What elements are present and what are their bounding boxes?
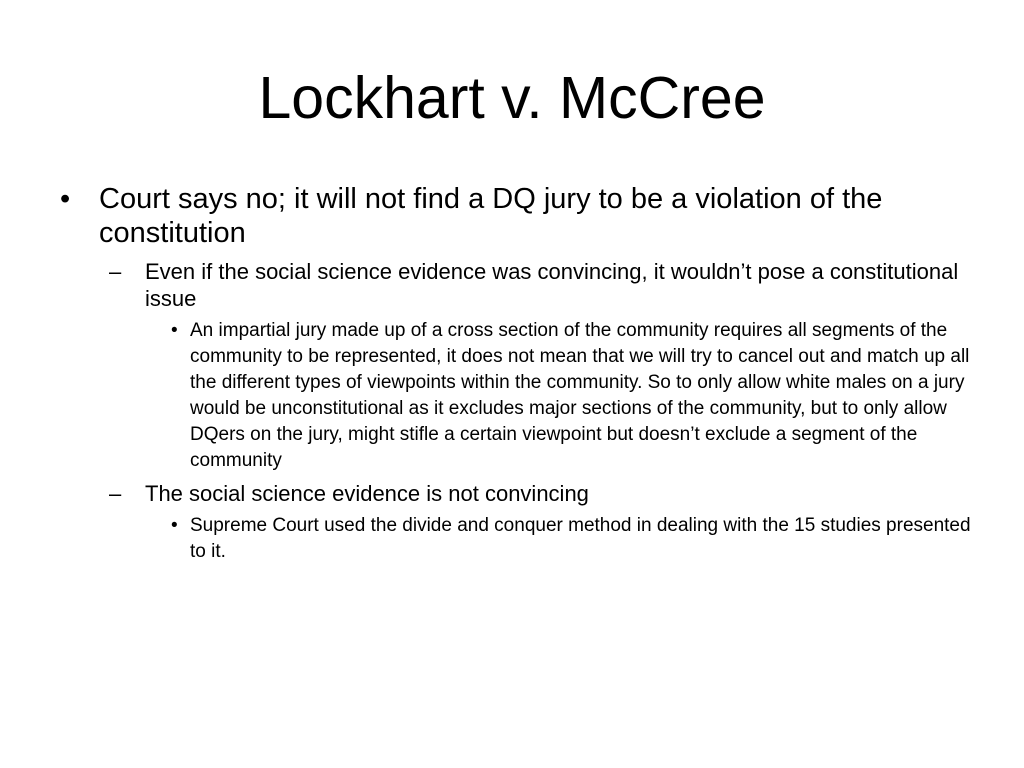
bullet-level3 bbox=[166, 513, 982, 565]
bullet-text: Court says no; it will not find a DQ jury to be a violation of the constitution bbox=[99, 183, 883, 249]
slide-body bbox=[52, 182, 982, 565]
bullet-level2 bbox=[99, 480, 982, 507]
bullet-text: Even if the social science evidence was convincing, it wouldn’t pose a constitutional issue bbox=[145, 259, 959, 311]
bullet-text: The social science evidence is not convincing bbox=[145, 481, 589, 506]
slide-title: Lockhart v. McCree bbox=[258, 65, 766, 131]
bullet-level2 bbox=[99, 258, 982, 312]
dash-marker: – bbox=[109, 481, 122, 506]
bullet-level1 bbox=[52, 182, 982, 250]
bullet-text: An impartial jury made up of a cross section of the community requires all segments of the community to be represented, it does not mean that we will try to cancel out and match up all the different types of viewpoints within the community. So to only allow white males on a jury would be unconstitutional as it excludes major sections of the community, but to only allow DQers on the jury, might stifle a certain viewpoint but doesn’t exclude a segment of the community bbox=[190, 320, 970, 471]
bullet-text: Supreme Court used the divide and conquer method in dealing with the 15 studies presented to it. bbox=[190, 515, 971, 562]
bullet-marker: • bbox=[171, 320, 178, 341]
bullet-marker: • bbox=[171, 515, 178, 536]
bullet-level3 bbox=[166, 318, 982, 474]
dash-marker: – bbox=[109, 259, 122, 284]
bullet-marker: • bbox=[60, 183, 71, 215]
